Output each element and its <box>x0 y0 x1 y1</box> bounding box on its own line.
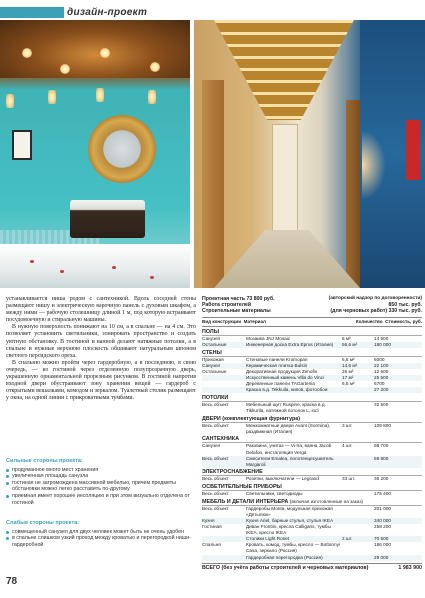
pros-title: Сильные стороны проекта: <box>6 458 83 464</box>
ceiling-spotlight <box>60 64 70 74</box>
table-cell: Межкомнатные двери Avant (Sormina), раздвижная (Италия) <box>246 422 331 434</box>
article-paragraph: В спальню можно пройти через гардеробную, а в последнюю, в свою очередь, — из гостиной через отделенную полупрозрачную дверь, украшенную орнаментальной прорезным рисунком. В гостиной напротив входной двери обустраивают зону хранения вещей — гардероб с открытыми вешалками, комодом и зеркалом. Туалетный столик размещают у окна, на одной линии с прикроватными тумбами. <box>6 359 196 402</box>
table-cell: Столики Light Roset <box>246 536 290 542</box>
table-body <box>202 329 422 561</box>
total-label: ВСЕГО (без учёта работы строителей и черновых материалов) <box>202 564 369 571</box>
builders-cost: 850 тыс. руб. <box>388 302 422 309</box>
cons-item: в спальне слишком узкий проход между кроватью и перегородкой ниши-гардеробной <box>6 535 196 548</box>
pros-item: приемная имеет хорошее инсоляцию и при этом визуально отделена от гостиной <box>6 493 196 506</box>
table-category: ОСВЕТИТЕЛЬНЫЕ ПРИБОРЫ <box>202 484 422 491</box>
table-cell: 70 500 <box>374 536 389 542</box>
vanity-sink <box>70 200 145 238</box>
table-row <box>202 491 422 497</box>
design-cost: Проектная часть 73 800 руб. <box>202 296 275 302</box>
table-cell <box>342 555 374 561</box>
table-cell: Диван Frontini, кресла Calligaris, тумбы IKEA, кресло IKEA <box>246 524 331 536</box>
materials-label: Строительные материалы <box>202 308 271 315</box>
table-cell: 29 000 <box>374 554 389 560</box>
table-cell: 2 шт. <box>342 536 353 542</box>
table-cell: Стеновые панели Kromopan <box>246 356 308 362</box>
table-cell: Остальные <box>202 368 227 374</box>
table-cell <box>342 506 374 518</box>
pros-list <box>6 458 196 506</box>
page-number: 78 <box>6 576 18 587</box>
table-cell: 32 500 <box>374 401 389 407</box>
table-cell: Кухня Ariel, барные стулья, стулья IKEA <box>246 518 334 523</box>
table-cell: 14 500 <box>374 335 389 341</box>
end-door <box>272 124 298 244</box>
ceiling-spotlight <box>100 48 110 58</box>
table-row <box>202 423 422 435</box>
table-cell: 22 100 <box>374 362 389 368</box>
table-cell: 26 м² <box>342 368 354 374</box>
col-header: Количество Стоимость, руб. <box>355 319 422 325</box>
table-cell: Весь объект <box>202 476 229 482</box>
article-paragraph: В нужную поверхность понижают на 10 см, а в спальне — на 4 см. Это позволяет установить светильники, зонировать пространство и создать уютную обстановку. В гостиной и ванной делают натяжные потолки, а в спальне и нужные верхнюю плоскость обшивают натуральным шпоном светлого персидского ореха. <box>6 324 196 359</box>
table-cell: Мозаика JNJ Mosaic <box>246 335 291 341</box>
sunburst-mirror <box>88 115 156 183</box>
rose-petal <box>150 276 154 279</box>
table-cell: 98 700 <box>374 443 389 449</box>
table-cell: 109 800 <box>374 422 391 428</box>
table-cell: Весь объект <box>202 505 229 511</box>
table-category: ЭЛЕКТРОСНАБЖЕНИЕ <box>202 469 422 476</box>
supervision-note: (авторский надзор по договоренности) <box>328 296 422 301</box>
pros-item: увеличенная площадь санузла <box>6 473 196 480</box>
table-cell: Раковина, унитаз — Vi-tra, ванна Jacob Delafon, инсталляция Verga <box>246 443 332 455</box>
table-column-headers <box>202 317 422 327</box>
table-cell: 56,6 м² <box>342 342 358 348</box>
wood-door-left <box>202 80 224 288</box>
table-cell <box>342 402 374 414</box>
table-cell: Гостиная <box>202 524 222 530</box>
table-row <box>202 542 422 554</box>
table-row <box>202 476 422 482</box>
table-cell <box>342 524 374 536</box>
table-total <box>202 563 422 571</box>
table-cell <box>342 542 374 554</box>
table-cell: 69 800 <box>374 455 389 461</box>
red-frame <box>406 120 420 180</box>
wall-sconce <box>96 88 104 102</box>
table-cell: Весь объект <box>202 422 229 428</box>
wall-light-glow <box>362 130 386 200</box>
builders-label: Работа строителей <box>202 302 252 309</box>
table-cell: Мебельный щит Ruspine, краска в.д. Tikkurila, натяжной потолок L. incl <box>246 401 326 413</box>
table-category: САНТЕХНИКА <box>202 436 422 443</box>
table-row <box>202 555 422 561</box>
bathtub <box>0 244 190 288</box>
materials-cost: (для черновых работ) 330 тыс. руб. <box>330 308 422 315</box>
page-header <box>0 0 425 22</box>
table-cell: Декоративная продукция Zenofix <box>246 368 318 374</box>
table-cell: 258 200 <box>374 524 391 530</box>
table-row <box>202 402 422 414</box>
table-cell: 6000 <box>374 356 385 362</box>
table-cell: 3 шт. <box>342 422 353 428</box>
pros-item: продуманное много мест хранения <box>6 467 196 474</box>
table-category: ДВЕРИ (комплектующая фурнитура) <box>202 416 422 423</box>
table-cell: Санузел <box>202 335 221 341</box>
wood-door-right <box>346 100 360 288</box>
table-cell: 14,6 м² <box>342 362 358 368</box>
article-paragraph: устанавливается ниша родом с сантехникой. Вдоль соседней стены размещают нишу и электрическую варочную панель с духовым шкафом, а между ними — рабочую столешницу длиной 1 м, под которую встраивают посудомоечную и стиральную машины. <box>6 296 196 324</box>
corridor-floor <box>214 230 360 288</box>
table-category: ПОТОЛКИ <box>202 395 422 402</box>
table-cell: Прихожая <box>202 356 224 362</box>
table-cell: Весь объект <box>202 491 229 497</box>
table-cell: 17 м² <box>342 375 354 381</box>
table-cell: Светильники, светодиоды <box>246 491 303 497</box>
table-cell: Санузел <box>202 443 221 449</box>
table-cell: Керамическая плитка Bulsin <box>246 362 308 368</box>
table-cell <box>202 555 246 561</box>
corridor-photo <box>194 20 425 288</box>
table-cell: Смесители Emalea, полотенцесушитель Margaroli <box>246 455 334 467</box>
rose-petal <box>30 260 34 263</box>
ceiling-spotlight <box>22 48 32 58</box>
table-cell: Искусственный камень Villa do Vinci <box>246 375 325 381</box>
table-row <box>202 456 422 468</box>
table-row <box>202 506 422 518</box>
table-cell: 186 000 <box>374 542 391 548</box>
table-row <box>202 387 422 393</box>
table-row <box>202 342 422 348</box>
table-cell: 36 200 <box>374 476 389 482</box>
pros-item: гостиная не загромождена массивной мебелью, причем предметы обстановки можно легко расставить по-другому <box>6 480 196 493</box>
rose-petal <box>60 270 64 273</box>
table-cell: 340 000 <box>374 518 391 523</box>
slatted-ceiling <box>214 20 354 120</box>
table-cell: 5 м² <box>342 335 351 341</box>
table-cell: 25 500 <box>374 375 389 381</box>
table-cell: Спальня <box>202 542 221 548</box>
table-cell <box>342 456 374 468</box>
table-category: СТЕНЫ <box>202 350 422 357</box>
table-cell: 180 000 <box>374 342 391 348</box>
table-cell: Весь объект <box>202 401 229 407</box>
article-body <box>6 296 196 402</box>
table-cell: 33 шт. <box>342 476 356 482</box>
table-cell: Гардеробная перегородка (Россия) <box>246 554 323 560</box>
table-cell: Розетки, выключатели — Legrand <box>246 476 319 482</box>
table-cell <box>342 491 374 497</box>
cons-item: совмещенный санузел для двух человек может быть не очень удобен <box>6 529 196 536</box>
bathroom-photo <box>0 20 190 288</box>
wall-sconce <box>48 90 56 104</box>
table-cell: Остальные <box>202 342 227 348</box>
wall-sconce <box>148 90 156 104</box>
table-cell: 12 600 <box>374 368 389 374</box>
cons-title: Слабые стороны проекта: <box>6 520 80 526</box>
cons-list <box>6 520 196 548</box>
wall-picture <box>12 130 32 160</box>
table-cell: 6700 <box>374 381 385 387</box>
table-cell: Инженерная доска Extra Eprus (Италия) <box>246 342 334 348</box>
table-category: ПОЛЫ <box>202 329 422 336</box>
wall-sconce <box>6 94 14 108</box>
table-cell: 175 400 <box>374 491 391 497</box>
table-summary-line <box>202 308 422 314</box>
table-cell: Весь объект <box>202 455 229 461</box>
col-header: Вид конструкции Материал <box>202 319 266 325</box>
table-cell: Санузел <box>202 362 221 368</box>
ceiling-spotlight <box>150 62 160 72</box>
table-cell: Гардеробы Monta, модульная прихожая «Детылюк» <box>246 505 333 517</box>
table-cell <box>202 387 246 393</box>
table-cell: 6,5 м² <box>342 381 355 387</box>
table-row <box>202 524 422 536</box>
cost-table <box>202 296 422 571</box>
table-cell: Кухня <box>202 518 215 523</box>
total-value: 1 983 900 <box>398 564 422 571</box>
table-cell: 27 200 <box>374 387 389 393</box>
table-cell: Кровать, комод, тумбы, кресло — Bottonnyi Casa, зеркало (Россия) <box>246 542 341 554</box>
table-cell <box>342 387 374 393</box>
table-cell: 6,5 м² <box>342 356 355 362</box>
rose-petal <box>112 266 116 269</box>
table-cell: 4 шт. <box>342 443 353 449</box>
table-row <box>202 443 422 455</box>
table-cell: Краска в.д. Tekkuila, кипов, фотообои <box>246 387 328 393</box>
section-title: дизайн-проект <box>64 7 150 18</box>
table-category: МЕБЕЛЬ И ДЕТАЛИ ИНТЕРЬЕРА (включая изготовленные на заказ) <box>202 499 422 506</box>
table-cell: Деревянные панели TAGartenia <box>246 381 315 387</box>
table-cell: 201 000 <box>374 505 391 511</box>
